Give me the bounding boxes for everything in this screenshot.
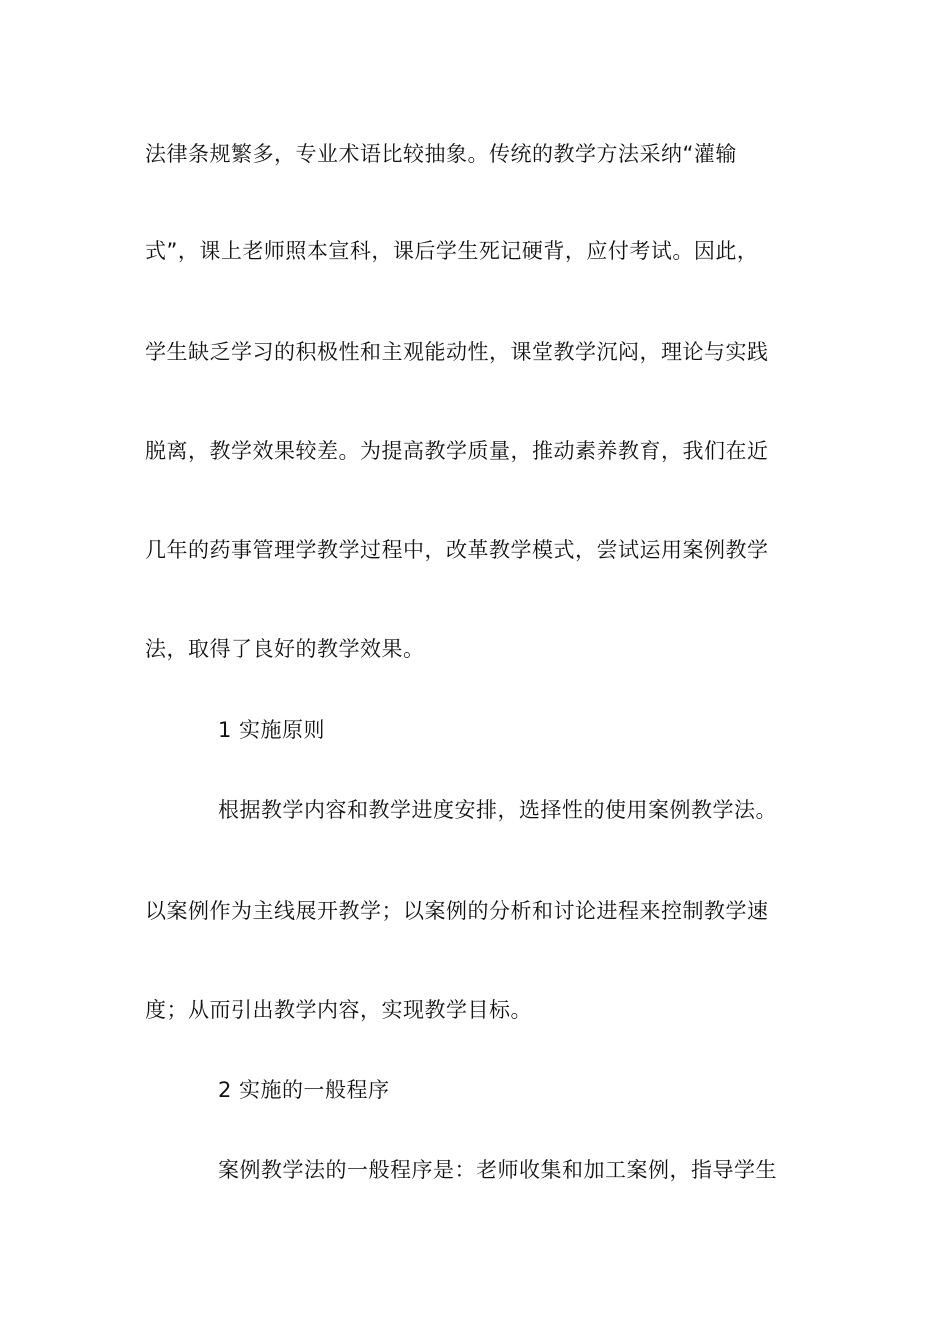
section-heading: 2 实施的一般程序 bbox=[218, 1078, 390, 1102]
paragraph-line: 度；从而引出教学内容，实现教学目标。 bbox=[145, 998, 532, 1022]
paragraph-line: 根据教学内容和教学进度安排，选择性的使用案例教学法。 bbox=[218, 798, 777, 822]
paragraph-line: 法，取得了良好的教学效果。 bbox=[145, 637, 425, 661]
paragraph-line: 案例教学法的一般程序是：老师收集和加工案例，指导学生 bbox=[218, 1158, 777, 1182]
paragraph-line: 以案例作为主线展开教学；以案例的分析和讨论进程来控制教学速 bbox=[145, 899, 769, 923]
paragraph-line: 式”，课上老师照本宣科，课后学生死记硬背，应付考试。因此， bbox=[145, 239, 759, 263]
section-heading: 1 实施原则 bbox=[218, 718, 326, 742]
paragraph-line: 法律条规繁多，专业术语比较抽象。传统的教学方法采纳“灌输 bbox=[145, 142, 737, 166]
paragraph-line: 几年的药事管理学教学过程中，改革教学模式，尝试运用案例教学 bbox=[145, 538, 769, 562]
paragraph-line: 脱离，教学效果较差。为提高教学质量，推动素养教育，我们在近 bbox=[145, 439, 769, 463]
paragraph-line: 学生缺乏学习的积极性和主观能动性，课堂教学沉闷，理论与实践 bbox=[145, 340, 769, 364]
